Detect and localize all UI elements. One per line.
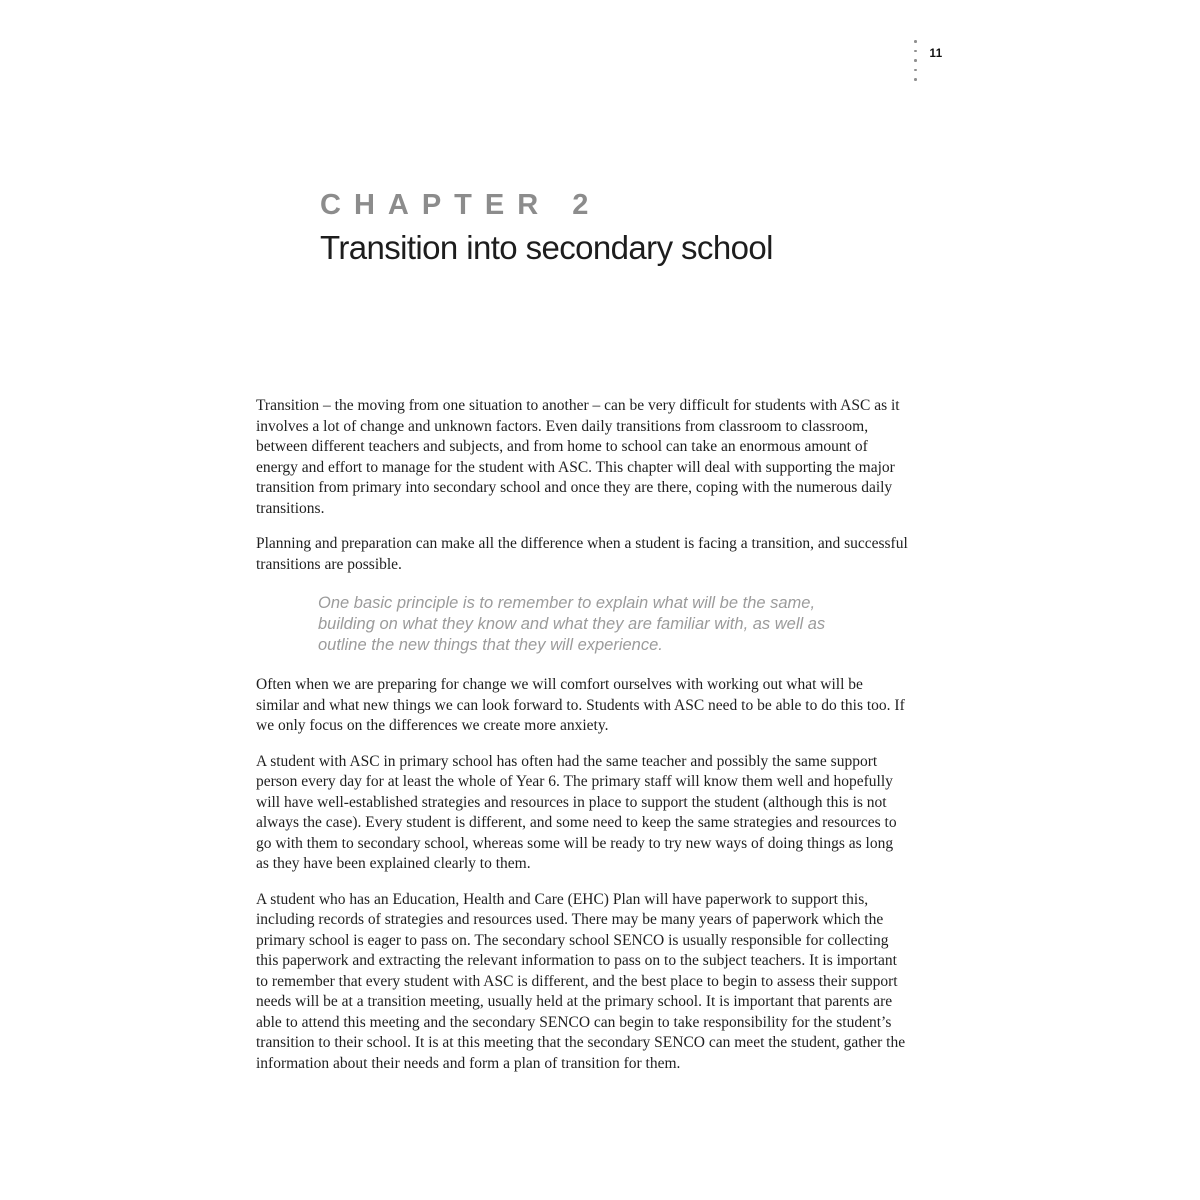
dot-icon [914, 69, 917, 72]
paragraph: Often when we are preparing for change we will comfort ourselves with working out what will be similar and what new things we can look forward to. Students with ASC need to be able to do this too. If we only focus on the differences we create more anxiety. [256, 676, 905, 734]
chapter-heading [320, 189, 1040, 267]
dotted-rule-icon [914, 38, 917, 81]
paragraph: Planning and preparation can make all the difference when a student is facing a transition, and successful transitions are possible. [256, 535, 908, 573]
dot-icon [914, 59, 917, 62]
body-content [256, 396, 908, 1089]
dot-icon [914, 50, 917, 53]
paragraph: A student with ASC in primary school has often had the same teacher and possibly the same support person every day for at least the whole of Year 6. The primary staff will know them well and hopefully will have well-established strategies and resources in place to support the student (although this is not always the case). Every student is different, and some need to keep the same strategies and resources to go with them to secondary school, whereas some will be ready to try new ways of doing things as long as they have been explained clearly to them. [256, 752, 897, 872]
page-header [914, 38, 943, 81]
paragraph: A student who has an Education, Health and Care (EHC) Plan will have paperwork to support this, including records of strategies and resources used. There may be many years of paperwork which the primary school is eager to pass on. The secondary school SENCO is usually responsible for collecting this paperwork and extracting the relevant information to pass on to the subject teachers. It is important to remember that every student with ASC is different, and the best place to begin to assess their support needs will be at a transition meeting, usually held at the primary school. It is important that parents are able to attend this meeting and the secondary SENCO can begin to take responsibility for the student’s transition to their school. It is at this meeting that the secondary SENCO can meet the student, gather the information about their needs and form a plan of transition for them. [256, 890, 906, 1072]
dot-icon [914, 40, 917, 43]
chapter-title: Transition into secondary school [320, 229, 773, 266]
paragraph: Transition – the moving from one situation to another – can be very difficult for students with ASC as it involves a lot of change and unknown factors. Even daily transitions from classroom to classroom, between different teachers and subjects, and from home to school can take an enormous amount of energy and effort to manage for the student with ASC. This chapter will deal with supporting the major transition from primary into secondary school and once they are there, coping with the numerous daily transitions. [256, 397, 900, 517]
pull-quote: One basic principle is to remember to explain what will be the same, building on what they know and what they are familiar with, as well as outline the new things that they will experience. [318, 594, 826, 654]
dot-icon [914, 78, 917, 81]
chapter-label: CHAPTER 2 [320, 189, 602, 221]
page-number: 11 [929, 48, 943, 60]
